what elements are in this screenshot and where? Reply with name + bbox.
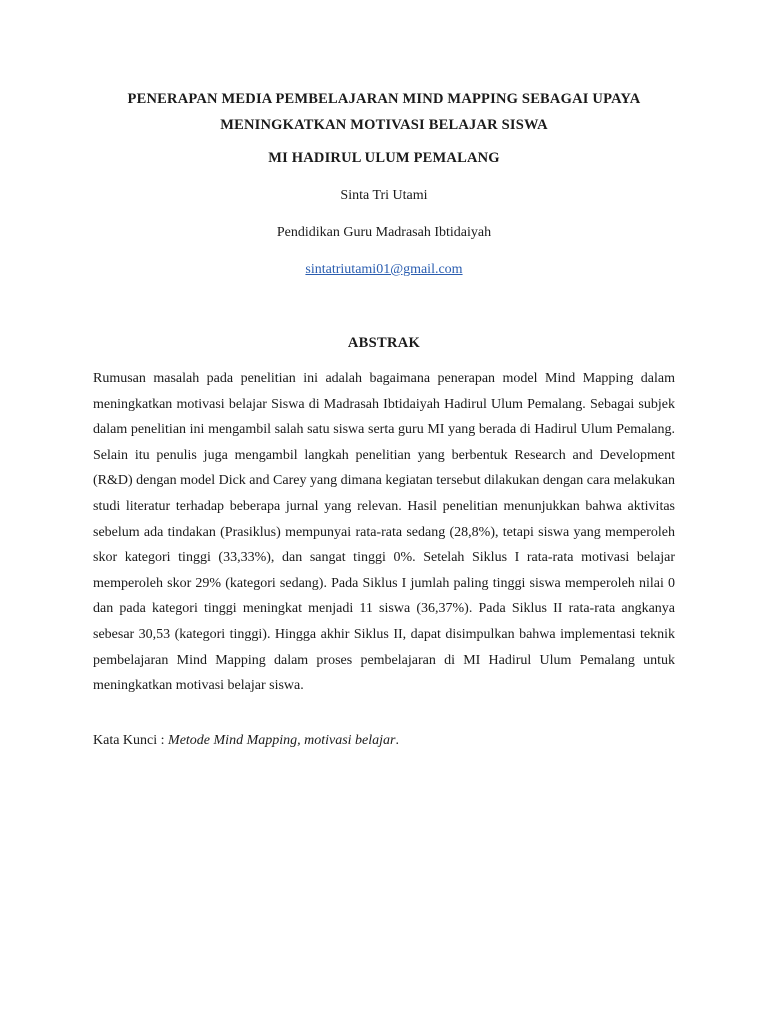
paper-title — [80, 86, 688, 138]
paper-title-line-1: PENERAPAN MEDIA PEMBELAJARAN MIND MAPPING SEBAGAI UPAYA — [127, 91, 641, 107]
keywords-end: . — [395, 733, 399, 748]
email-link[interactable]: sintatriutami01@gmail.com — [305, 262, 463, 277]
author-affiliation: Pendidikan Guru Madrasah Ibtidaiyah — [276, 225, 492, 240]
keywords-label: Kata Kunci : — [93, 733, 169, 748]
abstract-heading: ABSTRAK — [347, 335, 421, 351]
author-email — [80, 260, 688, 280]
paper-title-line-2: MENINGKATKAN MOTIVASI BELAJAR SISWA — [220, 117, 548, 133]
keywords — [93, 731, 675, 751]
paper-subtitle: MI HADIRUL ULUM PEMALANG — [268, 150, 500, 166]
abstract-body: Rumusan masalah pada penelitian ini adalah bagaimana penerapan model Mind Mapping dalam meningkatkan motivasi belajar Siswa di Madrasah Ibtidaiyah Hadirul Ulum Pemalang. Sebagai subjek dalam penelitian ini mengambil salah satu siswa serta guru MI yang berada di Hadirul Ulum Pemalang. Selain itu penulis juga mengambil langkah penelitian yang berbentuk Research and Development (R&D) dengan model Dick and Carey yang dimana kegiatan tersebut dilakukan dengan cara melakukan studi literatur terhadap beberapa jurnal yang relevan. Hasil penelitian menunjukkan bahwa aktivitas sebelum ada tindakan (Prasiklus) mempunyai rata-rata sedang (28,8%), tetapi siswa yang memperoleh skor kategori tinggi (33,33%), dan sangat tinggi 0%. Setelah Siklus I rata-rata motivasi belajar memperoleh skor 29% (kategori sedang). Pada Siklus I jumlah paling tinggi siswa memperoleh nilai 0 dan pada kategori tinggi meningkat menjadi 11 siswa (36,37%). Pada Siklus II rata-rata angkanya sebesar 30,53 (kategori tinggi). Hingga akhir Siklus II, dapat disimpulkan bahwa implementasi teknik pembelajaran Mind Mapping dalam proses pembelajaran di MI Hadirul Ulum Pemalang untuk meningkatkan motivasi belajar siswa. — [93, 371, 675, 694]
keywords-value: Metode Mind Mapping, motivasi belajar — [168, 733, 396, 748]
author-name: Sinta Tri Utami — [340, 188, 428, 203]
